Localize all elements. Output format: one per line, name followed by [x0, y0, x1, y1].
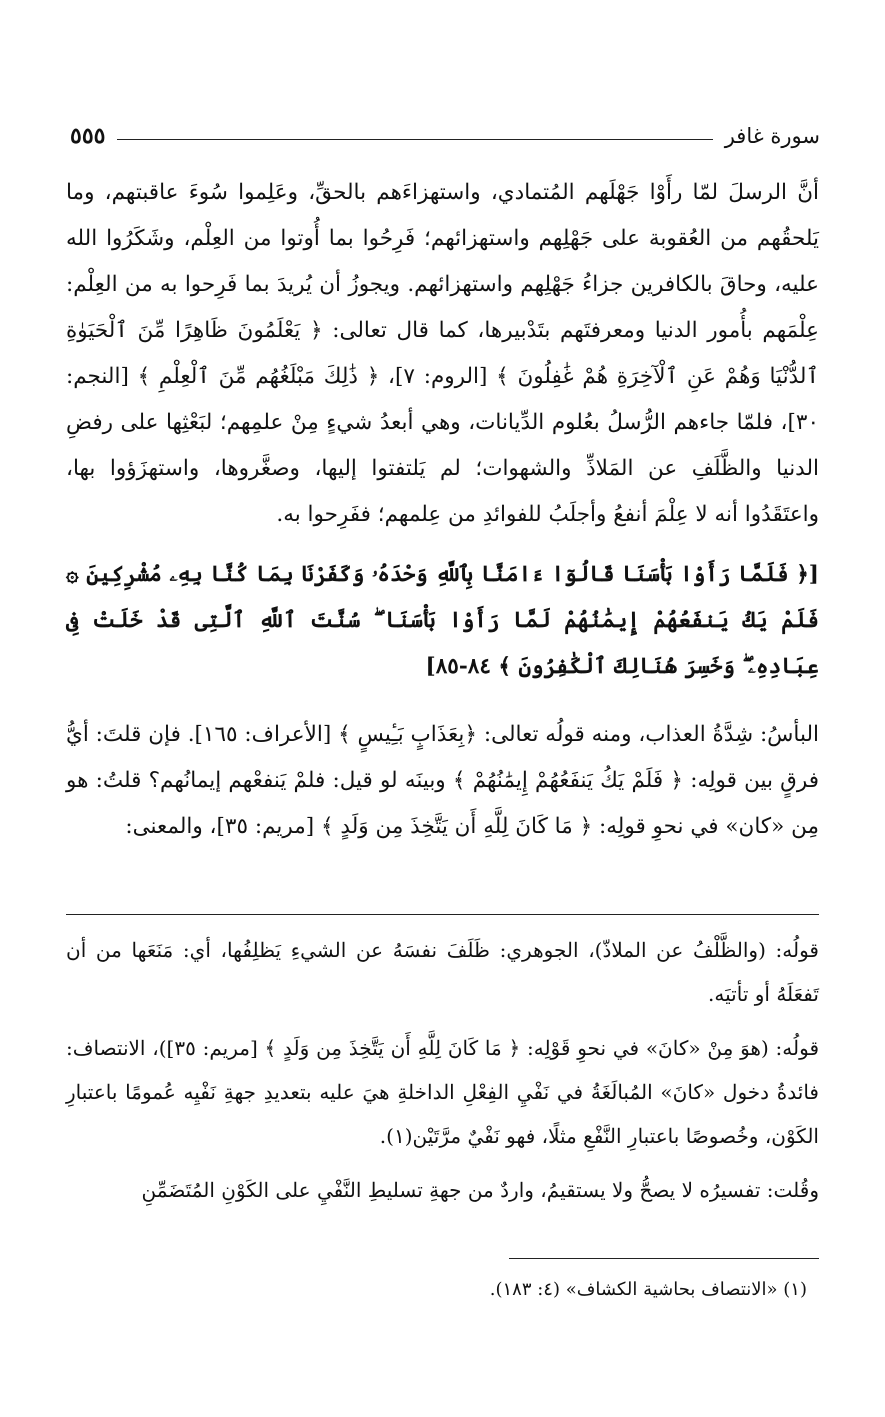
header-rule [117, 139, 712, 140]
page-header [70, 118, 820, 154]
note-2: قولُه: (هوَ مِنْ «كانَ» في نحوِ قَوْلِه: ﴿ مَا كَانَ لِلَّهِ أَن يَتَّخِذَ مِن وَلَدٍ ﴾ [مريم: ٣٥])، الانتصاف: فائدةُ دخول «كانَ» المُبالَغَةُ في نَفْيِ الفِعْلِ الداخلةِ هيَ عليه بتعديدِ جهةِ نَفْيِه عُمومًا باعتبارِ الكَوْن، وخُصوصًا باعتبارِ النَّفْعِ مثلًا، فهو نَفْيٌ مرَّتَيْن(١). [66, 1036, 820, 1148]
quran-verse: [﴿ فَلَمَّا رَأَوْا بَأْسَنَا قَالُوٓا ءَامَنَّا بِٱللَّهِ وَحْدَهُۥ وَكَفَرْنَا بِمَا كُنَّا بِهِۦ مُشْرِكِينَ ۞ فَلَمْ يَكُ يَنفَعُهُمْ إِيمَٰنُهُمْ لَمَّا رَأَوْا بَأْسَنَا ۖ سُنَّتَ ٱللَّهِ ٱلَّتِى قَدْ خَلَتْ فِى عِبَادِهِۦ ۖ وَخَسِرَ هُنَالِكَ ٱلْكَٰفِرُونَ ﴾ ٨٤-٨٥] [66, 562, 819, 679]
page-number: ٥٥٥ [70, 123, 106, 149]
note-1: قولُه: (والظَّلْفُ عن الملاذّ)، الجوهري: ظَلَفَ نفسَهُ عن الشيءِ يَظلِفُها، أي: مَنَعَها من أن تَفعَلَهُ أو تأتيَه. [66, 938, 819, 1006]
marginal-notes [66, 928, 819, 1222]
main-text [66, 170, 819, 850]
commentary-paragraph-2: البأسُ: شِدَّةُ العذاب، ومنه قولُه تعالى: ﴿بِعَذَابٍ بَـِٔيسٍ ﴾ [الأعراف: ١٦٥]. فإن قلتَ: أيُّ فرقٍ بين قولِه: ﴿ فَلَمْ يَكُ يَنفَعُهُمْ إِيمَٰنُهُمْ ﴾ وبينَه لو قيل: فلمْ يَنفعْهم إيمانُهم؟ قلتُ: هو مِن «كان» في نحوِ قولِه: ﴿ مَا كَانَ لِلَّهِ أَن يَتَّخِذَ مِن وَلَدٍ ﴾ [مريم: ٣٥]، والمعنى: [66, 722, 819, 839]
surah-title: سورة غافر [724, 124, 820, 148]
commentary-paragraph-1: أنَّ الرسلَ لمّا رأَوْا جَهْلَهم المُتمادي، واستهزاءَهم بالحقِّ، وعَلِموا سُوءَ عاقبتهم، وما يَلحقُهم من العُقوبة على جَهْلِهم واستهزائهم؛ فَرِحُوا بما أُوتوا من العِلْم، وشَكَرُوا الله عليه، وحاقَ بالكافرين جزاءُ جَهْلِهم واستهزائهم. ويجوزُ أن يُريدَ بما فَرِحوا به من العِلْم: عِلْمَهم بأُمور الدنيا ومعرفتَهم بتَدْبيرها، كما قال تعالى: ﴿ يَعْلَمُونَ ظَاهِرًا مِّنَ ٱلْحَيَوٰةِ ٱلدُّنْيَا وَهُمْ عَنِ ٱلْآخِرَةِ هُمْ غَٰفِلُونَ ﴾ [الروم: ٧]، ﴿ ذَٰلِكَ مَبْلَغُهُم مِّنَ ٱلْعِلْمِ ﴾ [النجم: ٣٠]، فلمّا جاءهم الرُّسلُ بعُلوم الدِّيانات، وهي أبعدُ شيءٍ مِنْ علمِهم؛ لبَعْثِها على رفضِ الدنيا والظَّلَفِ عن المَلاذِّ والشهوات؛ لم يَلتفتوا إليها، وصغَّروها، واستهزَؤوا بها، واعتَقَدُوا أنه لا عِلْمَ أنفعُ وأجلَبُ للفوائدِ من عِلمهم؛ ففَرِحوا به. [66, 180, 819, 527]
notes-separator [66, 914, 819, 915]
footnote: (١) «الانتصاف بحاشية الكشاف» (٤: ١٨٣). [489, 1279, 807, 1300]
note-3: وقُلت: تفسيرُه لا يصحُّ ولا يستقيمُ، واردٌ من جهةِ تسليطِ النَّفْيِ على الكَوْنِ المُتَضَمِّنِ [141, 1178, 819, 1202]
footnote-rule [509, 1258, 819, 1259]
